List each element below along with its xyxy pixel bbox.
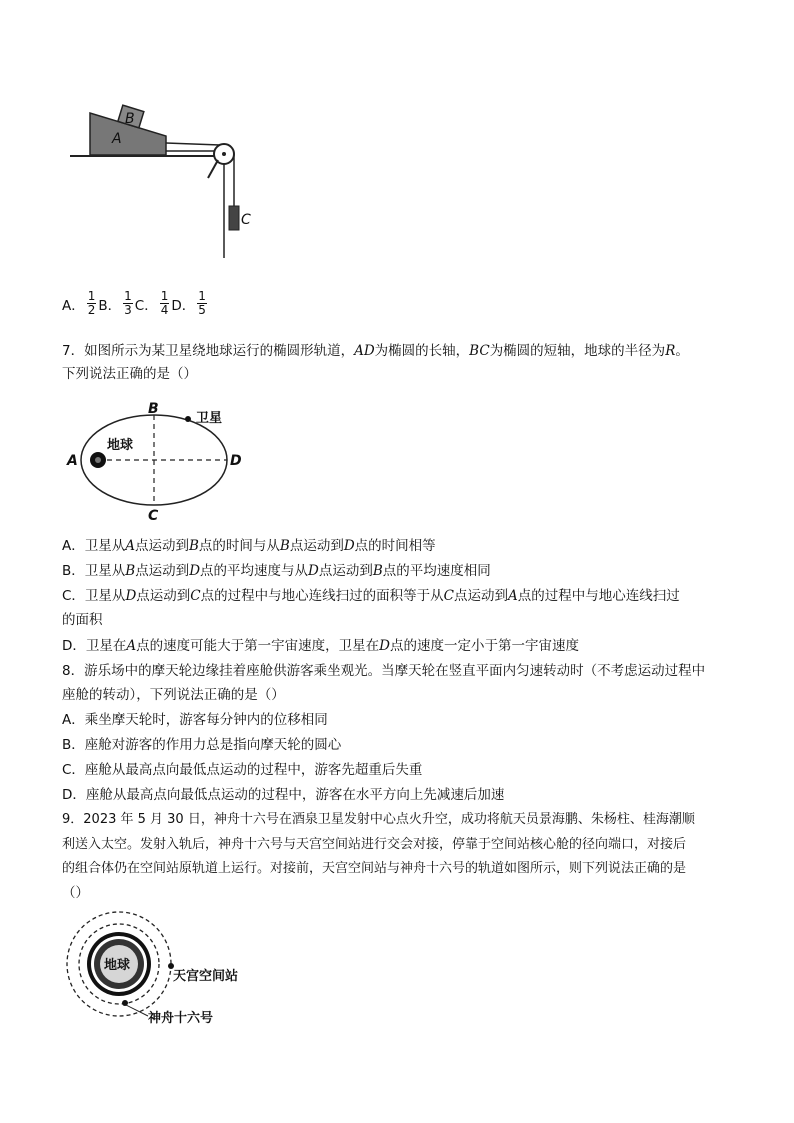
q7-option-c-cont: 的面积	[62, 612, 103, 628]
q6-option-a[interactable]: A． $\frac{1}{2}$	[62, 289, 96, 317]
q8-option-b[interactable]: B．座舱对游客的作用力总是指向摩天轮的圆心	[62, 737, 342, 753]
label-d: D	[230, 453, 242, 469]
label-a: A	[67, 453, 78, 469]
earth-label: 地球	[104, 958, 131, 973]
orbits-figure	[62, 906, 272, 1032]
mass-c	[229, 206, 239, 230]
q7-option-c[interactable]: C．卫星从D点运动到C点的过程中与地心连线扫过的面积等于从C点运动到A点的过程中与地心连线扫过	[62, 588, 680, 604]
q6-option-c[interactable]: C． $\frac{1}{4}$	[134, 289, 169, 317]
ellipse-orbit-figure	[62, 398, 252, 526]
earth-label: 地球	[107, 438, 134, 453]
q9-stem-line4: （）	[62, 885, 89, 901]
earth-core	[95, 457, 101, 463]
q7-option-d[interactable]: D．卫星在A点的速度可能大于第一宇宙速度，卫星在D点的速度一定小于第一宇宙速度	[62, 638, 579, 654]
q7-stem-line2: 下列说法正确的是（）	[62, 366, 197, 382]
block-pulley-figure	[62, 98, 282, 268]
q8-option-d[interactable]: D．座舱从最高点向最低点运动的过程中，游客在水平方向上先减速后加速	[62, 787, 505, 803]
pulley-mount	[208, 160, 218, 178]
q6-option-b[interactable]: B． $\frac{1}{3}$	[98, 289, 132, 317]
q8-option-c[interactable]: C．座舱从最高点向最低点运动的过程中，游客先超重后失重	[62, 762, 423, 778]
label-c: C	[148, 508, 159, 524]
q6-options	[62, 290, 209, 317]
q8-stem-line1: 8．游乐场中的摩天轮边缘挂着座舱供游客乘坐观光。当摩天轮在竖直平面内匀速转动时（不考虑运动过程中	[62, 663, 706, 679]
rope-top	[166, 143, 220, 145]
label-a: A	[112, 131, 122, 147]
q7-option-a[interactable]: A．卫星从A点运动到B点的时间与从B点运动到D点的时间相等	[62, 538, 436, 554]
satellite-label: 卫星	[196, 411, 223, 426]
label-c: C	[241, 212, 251, 228]
q8-option-a[interactable]: A．乘坐摩天轮时，游客每分钟内的位移相同	[62, 712, 328, 728]
pulley-axle	[222, 152, 226, 156]
q7-stem-line1: 7．如图所示为某卫星绕地球运行的椭圆形轨道，AD为椭圆的长轴，BC为椭圆的短轴，地球的半径为R。	[62, 343, 689, 359]
q9-stem-line2: 利送入太空。发射入轨后，神舟十六号与天宫空间站进行交会对接，停靠于空间站核心舱的径向端口，对接后	[62, 837, 687, 852]
satellite-dot	[185, 416, 191, 422]
q9-stem-line1: 9．2023 年 5 月 30 日，神舟十六号在酒泉卫星发射中心点火升空，成功将航天员景海鹏、朱杨柱、桂海潮顺	[62, 812, 695, 827]
q9-stem-line3: 的组合体仍在空间站原轨道上运行。对接前，天宫空间站与神舟十六号的轨道如图所示，则下列说法正确的是	[62, 861, 687, 876]
q8-stem-line2: 座舱的转动），下列说法正确的是（）	[62, 687, 285, 703]
q6-option-d[interactable]: D． $\frac{1}{5}$	[171, 289, 206, 317]
station-label: 天宫空间站	[173, 969, 239, 984]
label-b: B	[125, 111, 135, 127]
shenzhou-label: 神舟十六号	[148, 1011, 214, 1026]
label-b: B	[148, 401, 159, 417]
q7-option-b[interactable]: B．卫星从B点运动到D点的平均速度与从D点运动到B点的平均速度相同	[62, 563, 491, 579]
